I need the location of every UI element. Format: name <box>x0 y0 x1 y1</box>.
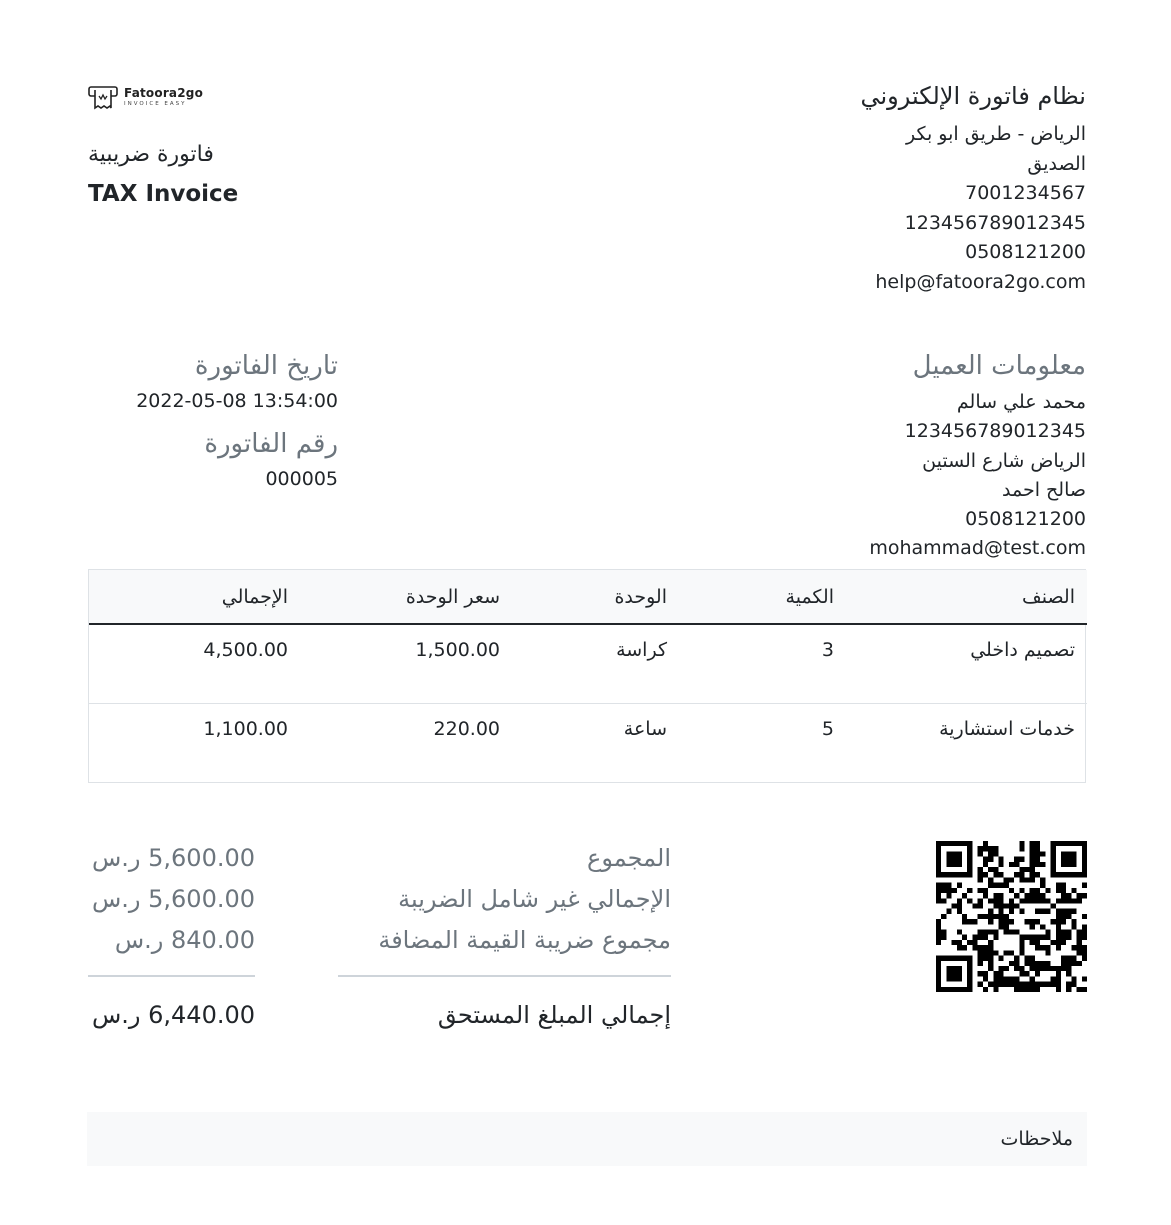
cell-unit: كراسة <box>616 639 667 661</box>
vat-label: مجموع ضريبة القيمة المضافة <box>378 926 671 954</box>
col-header-unit-price: سعر الوحدة <box>288 570 500 624</box>
company-name: نظام فاتورة الإلكتروني <box>860 82 1086 110</box>
totals-divider-labels <box>338 975 671 977</box>
invoice-number-label: رقم الفاتورة <box>204 429 338 459</box>
cell-total: 4,500.00 <box>203 639 288 661</box>
cell-item: خدمات استشارية <box>834 703 1087 782</box>
customer-email: mohammad@test.com <box>869 537 1086 560</box>
company-email: help@fatoora2go.com <box>875 270 1086 293</box>
table-header-row <box>89 570 1087 624</box>
title-arabic: فاتورة ضريبية <box>88 142 214 167</box>
notes-label: ملاحظات <box>1000 1128 1073 1150</box>
col-header-unit: الوحدة <box>500 570 667 624</box>
items-table <box>88 569 1086 783</box>
grand-total-label: إجمالي المبلغ المستحق <box>437 1001 671 1029</box>
invoice-date-label: تاريخ الفاتورة <box>194 351 338 381</box>
table-row <box>89 703 1087 782</box>
customer-address-line1: الرياض شارع الستين <box>922 449 1086 472</box>
subtotal-label: المجموع <box>587 844 671 872</box>
customer-name: محمد علي سالم <box>956 391 1086 413</box>
cell-qty: 5 <box>667 703 834 782</box>
company-info <box>666 80 1086 297</box>
invoice-date: 2022-05-08 13:54:00 <box>136 390 338 412</box>
col-header-item: الصنف <box>834 570 1087 624</box>
cell-unit-price: 220.00 <box>288 703 500 782</box>
pre-tax-label: الإجمالي غير شامل الضريبة <box>398 885 671 913</box>
logo-name: Fatoora2go <box>124 85 204 100</box>
receipt-logo-icon <box>88 84 118 110</box>
company-address-line2: الصديق <box>1027 152 1086 175</box>
vat-value: 840.00 ر.س <box>114 926 255 954</box>
company-address-line1: الرياض - طريق ابو بكر <box>906 123 1086 145</box>
logo-tagline: INVOICE EASY <box>124 100 187 107</box>
title-english: TAX Invoice <box>88 181 239 207</box>
cell-total: 1,100.00 <box>89 703 288 782</box>
subtotal-value: 5,600.00 ر.س <box>91 844 255 872</box>
company-cr-number: 7001234567 <box>965 182 1086 204</box>
notes-bar <box>87 1112 1087 1166</box>
invoice-number: 000005 <box>265 468 338 490</box>
cell-qty: 3 <box>821 639 834 661</box>
totals-labels <box>338 838 671 961</box>
col-header-qty: الكمية <box>667 570 834 624</box>
cell-item: تصميم داخلي <box>970 639 1075 661</box>
invoice-meta <box>88 348 338 492</box>
cell-unit: ساعة <box>500 703 667 782</box>
col-header-total: الإجمالي <box>89 570 288 624</box>
cell-unit-price: 1,500.00 <box>415 639 500 661</box>
totals-divider-values <box>88 975 255 977</box>
company-phone: 0508121200 <box>965 241 1086 263</box>
table-row <box>89 624 1087 703</box>
customer-address-line2: صالح احمد <box>1002 478 1086 501</box>
qr-code-icon <box>936 841 1087 992</box>
totals-values <box>88 838 255 961</box>
pre-tax-value: 5,600.00 ر.س <box>91 885 255 913</box>
customer-info <box>666 348 1086 564</box>
company-vat-number: 123456789012345 <box>904 211 1086 234</box>
customer-heading: معلومات العميل <box>912 351 1086 381</box>
grand-total-value: 6,440.00 ر.س <box>91 1001 255 1029</box>
customer-vat-number: 123456789012345 <box>904 420 1086 443</box>
brand-logo <box>88 84 203 110</box>
customer-phone: 0508121200 <box>965 508 1086 531</box>
